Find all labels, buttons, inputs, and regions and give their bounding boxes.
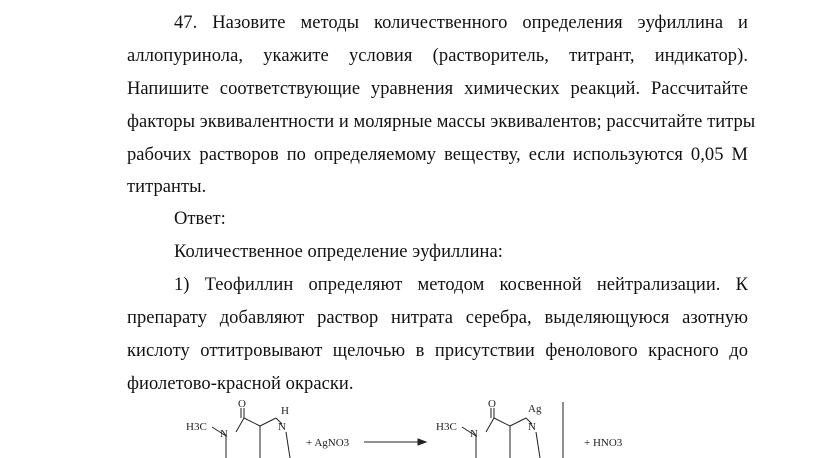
reaction-scheme: [0, 396, 820, 458]
left-oxygen-label: O: [238, 398, 246, 410]
left-hydrogen-label: H: [281, 405, 289, 417]
left-nitrogen-1: N: [220, 428, 228, 440]
question-line-6: титранты.: [127, 177, 207, 197]
right-nitrogen-2: N: [528, 421, 536, 433]
answer-heading: Количественное определение эуфиллина:: [174, 242, 503, 262]
answer-line-1: 1) Теофиллин определяют методом косвенной нейтрализации. К: [174, 275, 748, 295]
right-oxygen-label: O: [488, 398, 496, 410]
answer-label: Ответ:: [174, 209, 226, 229]
reaction-arrow: [364, 439, 426, 445]
answer-line-2: препарату добавляют раствор нитрата серебра, выделяющуюся азотную: [127, 308, 748, 328]
question-line-3: Напишите соответствующие уравнения химических реакций. Рассчитайте: [127, 79, 748, 99]
question-line-1: 47. Назовите методы количественного определения эуфиллина и: [174, 13, 748, 33]
reagent-label: + AgNO3: [306, 437, 350, 449]
left-methyl-label: H3C: [186, 421, 207, 433]
answer-line-4: фиолетово-красной окраски.: [127, 374, 354, 394]
left-nitrogen-2: N: [278, 421, 286, 433]
question-line-4: факторы эквивалентности и молярные массы эквивалентов; рассчитайте титры: [127, 112, 756, 132]
right-nitrogen-1: N: [470, 428, 478, 440]
right-methyl-label: H3C: [436, 421, 457, 433]
right-silver-label: Ag: [528, 403, 542, 415]
question-line-2: аллопуринола, укажите условия (растворитель, титрант, индикатор).: [127, 46, 748, 66]
answer-line-3: кислоту оттитровывают щелочью в присутствии фенолового красного до: [127, 341, 748, 361]
question-line-5: рабочих растворов по определяемому веществу, если используются 0,05 М: [127, 145, 748, 165]
product-label: + HNO3: [584, 437, 623, 449]
